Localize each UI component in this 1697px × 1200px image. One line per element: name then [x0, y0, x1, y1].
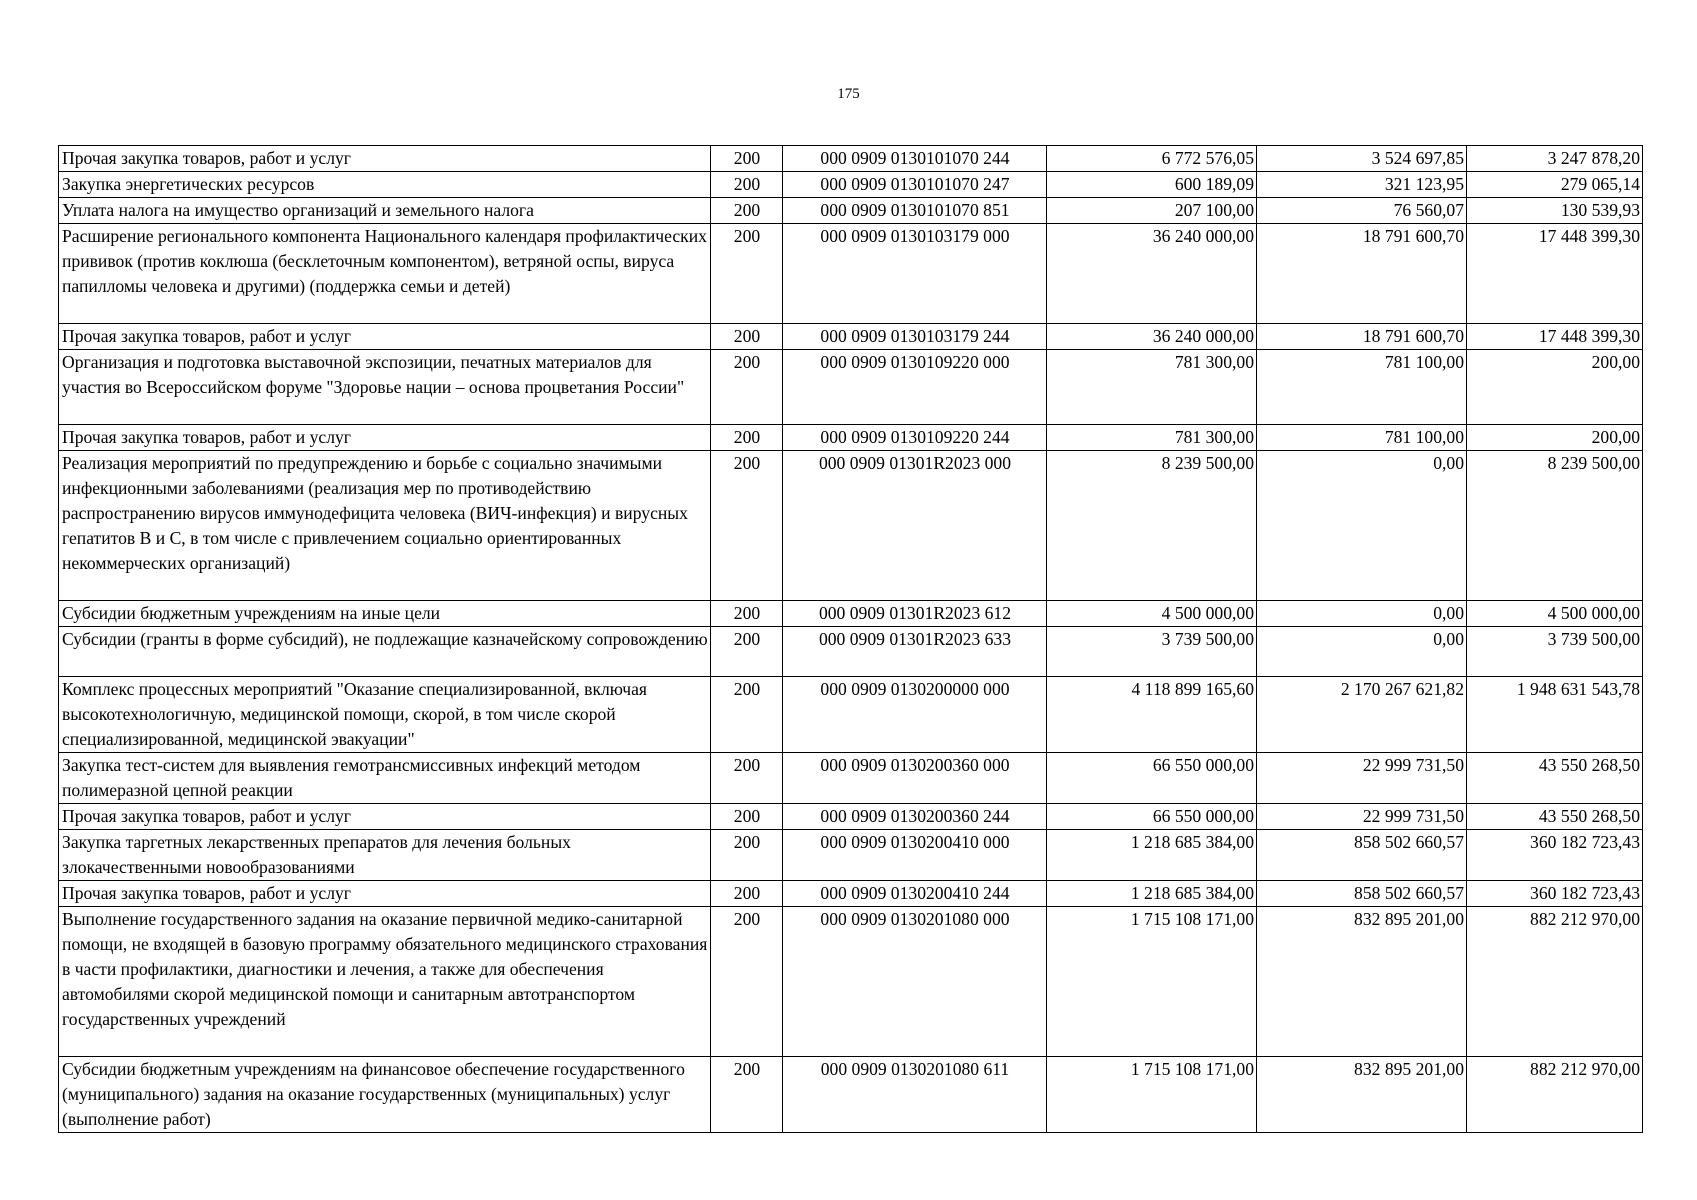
row-status-code-cell: 200 — [711, 677, 783, 753]
row-unexecuted-amount-cell: 43 550 268,50 — [1467, 753, 1643, 804]
row-executed-amount-cell: 0,00 — [1257, 601, 1467, 627]
row-status-code-cell: 200 — [711, 146, 783, 172]
row-name-cell: Выполнение государственного задания на оказание первичной медико-санитарной помощи, не входящей в базовую программу обязательного медицинского страхования в части профилактики, диагностики и лечения, а также для обеспечения автомобилями скорой медицинской помощи и санитарным автотранспортом государственных учреждений — [59, 907, 711, 1057]
table-row — [59, 172, 1643, 198]
row-unexecuted-amount-cell: 360 182 723,43 — [1467, 881, 1643, 907]
row-status-code-cell: 200 — [711, 881, 783, 907]
row-name-cell: Прочая закупка товаров, работ и услуг — [59, 324, 711, 350]
row-budget-code-cell: 000 0909 0130101070 247 — [783, 172, 1047, 198]
row-budget-code-cell: 000 0909 0130201080 611 — [783, 1057, 1047, 1133]
row-executed-amount-cell: 0,00 — [1257, 451, 1467, 601]
row-status-code-cell: 200 — [711, 198, 783, 224]
table-row — [59, 881, 1643, 907]
row-budget-code-cell: 000 0909 01301R2023 633 — [783, 627, 1047, 677]
row-approved-amount-cell: 781 300,00 — [1047, 350, 1257, 425]
row-budget-code-cell: 000 0909 0130200410 244 — [783, 881, 1047, 907]
row-name-cell: Прочая закупка товаров, работ и услуг — [59, 881, 711, 907]
row-approved-amount-cell: 1 715 108 171,00 — [1047, 907, 1257, 1057]
row-unexecuted-amount-cell: 8 239 500,00 — [1467, 451, 1643, 601]
row-executed-amount-cell: 321 123,95 — [1257, 172, 1467, 198]
row-approved-amount-cell: 1 218 685 384,00 — [1047, 881, 1257, 907]
table-row — [59, 907, 1643, 1057]
table-row — [59, 146, 1643, 172]
row-approved-amount-cell: 4 500 000,00 — [1047, 601, 1257, 627]
row-status-code-cell: 200 — [711, 425, 783, 451]
row-approved-amount-cell: 4 118 899 165,60 — [1047, 677, 1257, 753]
row-unexecuted-amount-cell: 882 212 970,00 — [1467, 907, 1643, 1057]
table-row — [59, 753, 1643, 804]
row-approved-amount-cell: 36 240 000,00 — [1047, 324, 1257, 350]
row-budget-code-cell: 000 0909 0130101070 244 — [783, 146, 1047, 172]
page-number: 175 — [837, 86, 860, 102]
row-name-cell: Субсидии (гранты в форме субсидий), не подлежащие казначейскому сопровождению — [59, 627, 711, 677]
row-name-cell: Реализация мероприятий по предупреждению и борьбе с социально значимыми инфекционными заболеваниями (реализация мер по противодействию распространению вирусов иммунодефицита человека (ВИЧ-инфекция) и вирусных гепатитов B и C, в том числе с привлечением социально ориентированных некоммерческих организаций) — [59, 451, 711, 601]
row-budget-code-cell: 000 0909 0130109220 244 — [783, 425, 1047, 451]
table-row — [59, 451, 1643, 601]
row-status-code-cell: 200 — [711, 601, 783, 627]
row-unexecuted-amount-cell: 17 448 399,30 — [1467, 224, 1643, 324]
row-name-cell: Организация и подготовка выставочной экспозиции, печатных материалов для участия во Всероссийском форуме "Здоровье нации – основа процветания России" — [59, 350, 711, 425]
row-unexecuted-amount-cell: 43 550 268,50 — [1467, 804, 1643, 830]
row-name-cell: Субсидии бюджетным учреждениям на иные цели — [59, 601, 711, 627]
row-name-cell: Субсидии бюджетным учреждениям на финансовое обеспечение государственного (муниципального) задания на оказание государственных (муниципальных) услуг (выполнение работ) — [59, 1057, 711, 1133]
row-executed-amount-cell: 18 791 600,70 — [1257, 224, 1467, 324]
row-status-code-cell: 200 — [711, 224, 783, 324]
row-approved-amount-cell: 8 239 500,00 — [1047, 451, 1257, 601]
row-unexecuted-amount-cell: 882 212 970,00 — [1467, 1057, 1643, 1133]
row-budget-code-cell: 000 0909 0130201080 000 — [783, 907, 1047, 1057]
row-budget-code-cell: 000 0909 0130200360 244 — [783, 804, 1047, 830]
row-budget-code-cell: 000 0909 01301R2023 612 — [783, 601, 1047, 627]
row-executed-amount-cell: 22 999 731,50 — [1257, 804, 1467, 830]
row-executed-amount-cell: 18 791 600,70 — [1257, 324, 1467, 350]
table-row — [59, 627, 1643, 677]
table-row — [59, 350, 1643, 425]
row-status-code-cell: 200 — [711, 324, 783, 350]
row-status-code-cell: 200 — [711, 907, 783, 1057]
row-unexecuted-amount-cell: 1 948 631 543,78 — [1467, 677, 1643, 753]
row-unexecuted-amount-cell: 200,00 — [1467, 425, 1643, 451]
row-unexecuted-amount-cell: 4 500 000,00 — [1467, 601, 1643, 627]
row-budget-code-cell: 000 0909 0130200360 000 — [783, 753, 1047, 804]
row-name-cell: Закупка таргетных лекарственных препаратов для лечения больных злокачественными новообразованиями — [59, 830, 711, 881]
table-row — [59, 677, 1643, 753]
row-approved-amount-cell: 3 739 500,00 — [1047, 627, 1257, 677]
table-row — [59, 830, 1643, 881]
budget-execution-table — [58, 145, 1643, 1133]
table-row — [59, 324, 1643, 350]
row-budget-code-cell: 000 0909 0130200410 000 — [783, 830, 1047, 881]
row-unexecuted-amount-cell: 279 065,14 — [1467, 172, 1643, 198]
row-approved-amount-cell: 1 715 108 171,00 — [1047, 1057, 1257, 1133]
row-executed-amount-cell: 781 100,00 — [1257, 350, 1467, 425]
row-unexecuted-amount-cell: 3 739 500,00 — [1467, 627, 1643, 677]
row-unexecuted-amount-cell: 200,00 — [1467, 350, 1643, 425]
row-budget-code-cell: 000 0909 0130103179 000 — [783, 224, 1047, 324]
row-status-code-cell: 200 — [711, 753, 783, 804]
row-name-cell: Закупка энергетических ресурсов — [59, 172, 711, 198]
row-executed-amount-cell: 858 502 660,57 — [1257, 881, 1467, 907]
row-name-cell: Прочая закупка товаров, работ и услуг — [59, 146, 711, 172]
row-name-cell: Прочая закупка товаров, работ и услуг — [59, 804, 711, 830]
row-unexecuted-amount-cell: 17 448 399,30 — [1467, 324, 1643, 350]
row-executed-amount-cell: 22 999 731,50 — [1257, 753, 1467, 804]
row-executed-amount-cell: 832 895 201,00 — [1257, 1057, 1467, 1133]
row-unexecuted-amount-cell: 130 539,93 — [1467, 198, 1643, 224]
row-approved-amount-cell: 600 189,09 — [1047, 172, 1257, 198]
row-approved-amount-cell: 781 300,00 — [1047, 425, 1257, 451]
row-status-code-cell: 200 — [711, 1057, 783, 1133]
row-approved-amount-cell: 6 772 576,05 — [1047, 146, 1257, 172]
row-status-code-cell: 200 — [711, 627, 783, 677]
row-approved-amount-cell: 207 100,00 — [1047, 198, 1257, 224]
row-unexecuted-amount-cell: 360 182 723,43 — [1467, 830, 1643, 881]
table-row — [59, 601, 1643, 627]
table-row — [59, 198, 1643, 224]
row-status-code-cell: 200 — [711, 350, 783, 425]
row-approved-amount-cell: 36 240 000,00 — [1047, 224, 1257, 324]
row-name-cell: Закупка тест-систем для выявления гемотрансмиссивных инфекций методом полимеразной цепной реакции — [59, 753, 711, 804]
row-executed-amount-cell: 832 895 201,00 — [1257, 907, 1467, 1057]
table-row — [59, 1057, 1643, 1133]
row-status-code-cell: 200 — [711, 172, 783, 198]
row-name-cell: Уплата налога на имущество организаций и земельного налога — [59, 198, 711, 224]
row-executed-amount-cell: 76 560,07 — [1257, 198, 1467, 224]
row-status-code-cell: 200 — [711, 830, 783, 881]
row-approved-amount-cell: 1 218 685 384,00 — [1047, 830, 1257, 881]
row-executed-amount-cell: 781 100,00 — [1257, 425, 1467, 451]
row-name-cell: Прочая закупка товаров, работ и услуг — [59, 425, 711, 451]
row-budget-code-cell: 000 0909 01301R2023 000 — [783, 451, 1047, 601]
row-approved-amount-cell: 66 550 000,00 — [1047, 804, 1257, 830]
row-executed-amount-cell: 2 170 267 621,82 — [1257, 677, 1467, 753]
table-row — [59, 224, 1643, 324]
row-status-code-cell: 200 — [711, 451, 783, 601]
row-budget-code-cell: 000 0909 0130103179 244 — [783, 324, 1047, 350]
row-name-cell: Комплекс процессных мероприятий "Оказание специализированной, включая высокотехнологичную, медицинской помощи, скорой, в том числе скорой специализированной, медицинской эвакуации" — [59, 677, 711, 753]
row-status-code-cell: 200 — [711, 804, 783, 830]
row-budget-code-cell: 000 0909 0130101070 851 — [783, 198, 1047, 224]
row-budget-code-cell: 000 0909 0130109220 000 — [783, 350, 1047, 425]
table-row — [59, 804, 1643, 830]
row-executed-amount-cell: 0,00 — [1257, 627, 1467, 677]
row-executed-amount-cell: 3 524 697,85 — [1257, 146, 1467, 172]
row-unexecuted-amount-cell: 3 247 878,20 — [1467, 146, 1643, 172]
row-budget-code-cell: 000 0909 0130200000 000 — [783, 677, 1047, 753]
row-name-cell: Расширение регионального компонента Национального календаря профилактических прививок (против коклюша (бесклеточным компонентом), ветряной оспы, вируса папилломы человека и другими) (поддержка семьи и детей) — [59, 224, 711, 324]
table-row — [59, 425, 1643, 451]
row-approved-amount-cell: 66 550 000,00 — [1047, 753, 1257, 804]
row-executed-amount-cell: 858 502 660,57 — [1257, 830, 1467, 881]
